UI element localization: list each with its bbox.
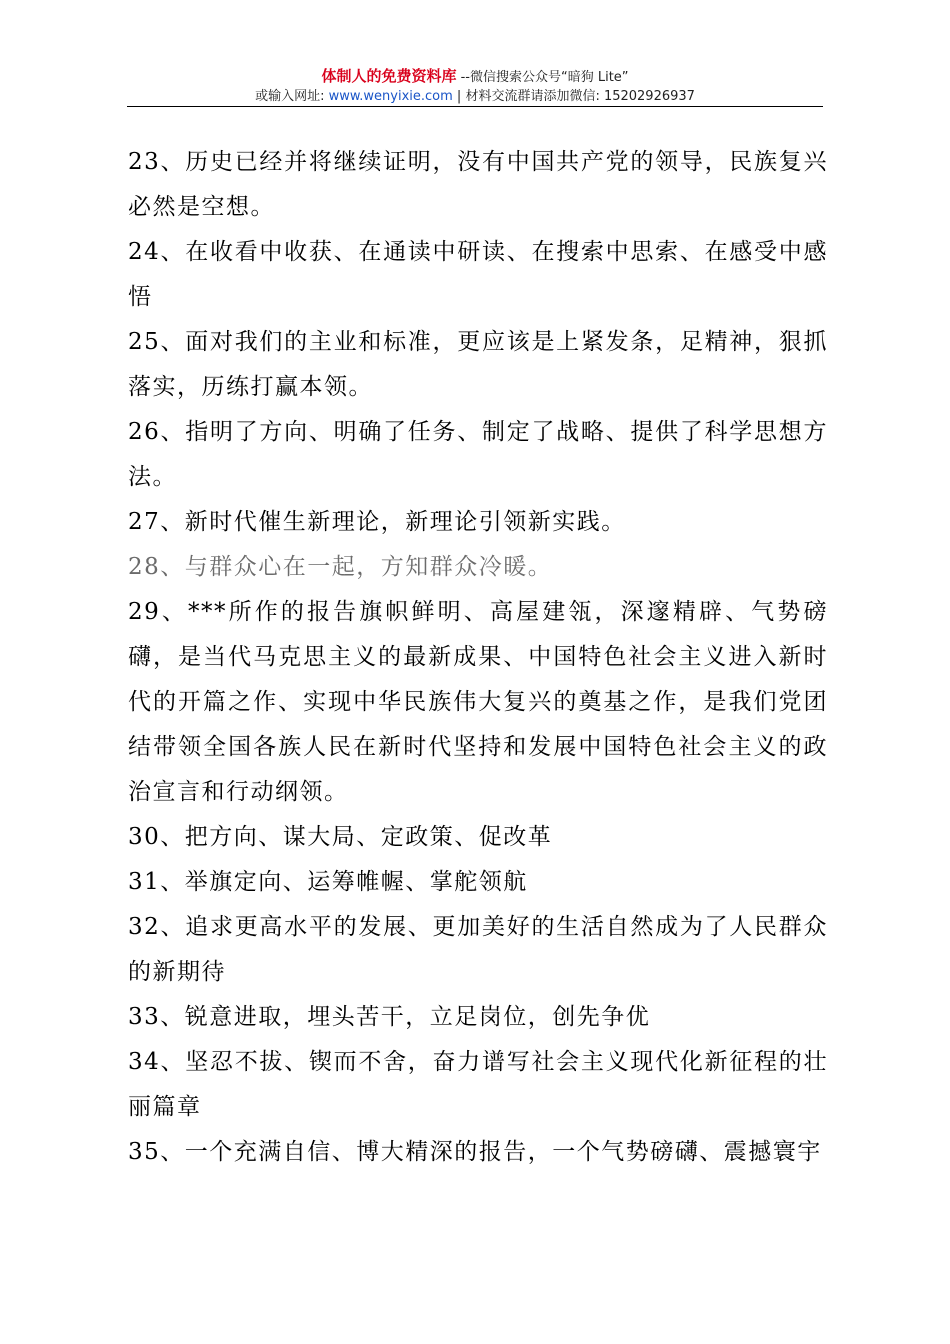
list-item-26: 26、指明了方向、明确了任务、制定了战略、提供了科学思想方法。 bbox=[128, 419, 828, 490]
list-item-34: 34、坚忍不拔、锲而不舍，奋力谱写社会主义现代化新征程的壮丽篇章 bbox=[128, 1049, 828, 1120]
list-item-28: 28、与群众心在一起，方知群众冷暖。 bbox=[128, 554, 553, 580]
header-line-1 bbox=[127, 66, 823, 88]
header-title: 体制人的免费资料库 bbox=[321, 67, 457, 85]
page-header bbox=[127, 66, 823, 106]
header-url-link[interactable]: www.wenyixie.com bbox=[328, 89, 453, 104]
list-item-30: 30、把方向、谋大局、定政策、促改革 bbox=[128, 824, 553, 850]
header-tagline: --微信搜索公众号“暗狗 Lite” bbox=[456, 70, 629, 85]
list-item-25: 25、面对我们的主业和标准，更应该是上紧发条，足精神，狠抓落实，历练打赢本领。 bbox=[128, 329, 828, 400]
list-item-31: 31、举旗定向、运筹帷幄、掌舵领航 bbox=[128, 869, 528, 895]
list-item-23: 23、历史已经并将继续证明，没有中国共产党的领导，民族复兴必然是空想。 bbox=[128, 149, 828, 220]
list-item-24: 24、在收看中收获、在通读中研读、在搜索中思索、在感受中感悟 bbox=[128, 239, 828, 310]
header-contact: | 材料交流群请添加微信: 15202926937 bbox=[452, 89, 695, 104]
list-item-35: 35、一个充满自信、博大精深的报告，一个气势磅礴、震撼寰宇 bbox=[128, 1139, 822, 1165]
list-item-29: 29、***所作的报告旗帜鲜明、高屋建瓴，深邃精辟、气势磅礴，是当代马克思主义的最新成果、中国特色社会主义进入新时代的开篇之作、实现中华民族伟大复兴的奠基之作，是我们党团结带领全国各族人民在新时代坚持和发展中国特色社会主义的政治宣言和行动纲领。 bbox=[128, 599, 828, 805]
header-url-label: 或输入网址: bbox=[255, 89, 329, 104]
header-divider bbox=[127, 106, 823, 107]
list-item-27: 27、新时代催生新理论，新理论引领新实践。 bbox=[128, 509, 626, 535]
document-body bbox=[128, 140, 828, 1175]
header-line-2 bbox=[127, 88, 823, 106]
list-item-33: 33、锐意进取，埋头苦干，立足岗位，创先争优 bbox=[128, 1004, 651, 1030]
list-item-32: 32、追求更高水平的发展、更加美好的生活自然成为了人民群众的新期待 bbox=[128, 914, 828, 985]
